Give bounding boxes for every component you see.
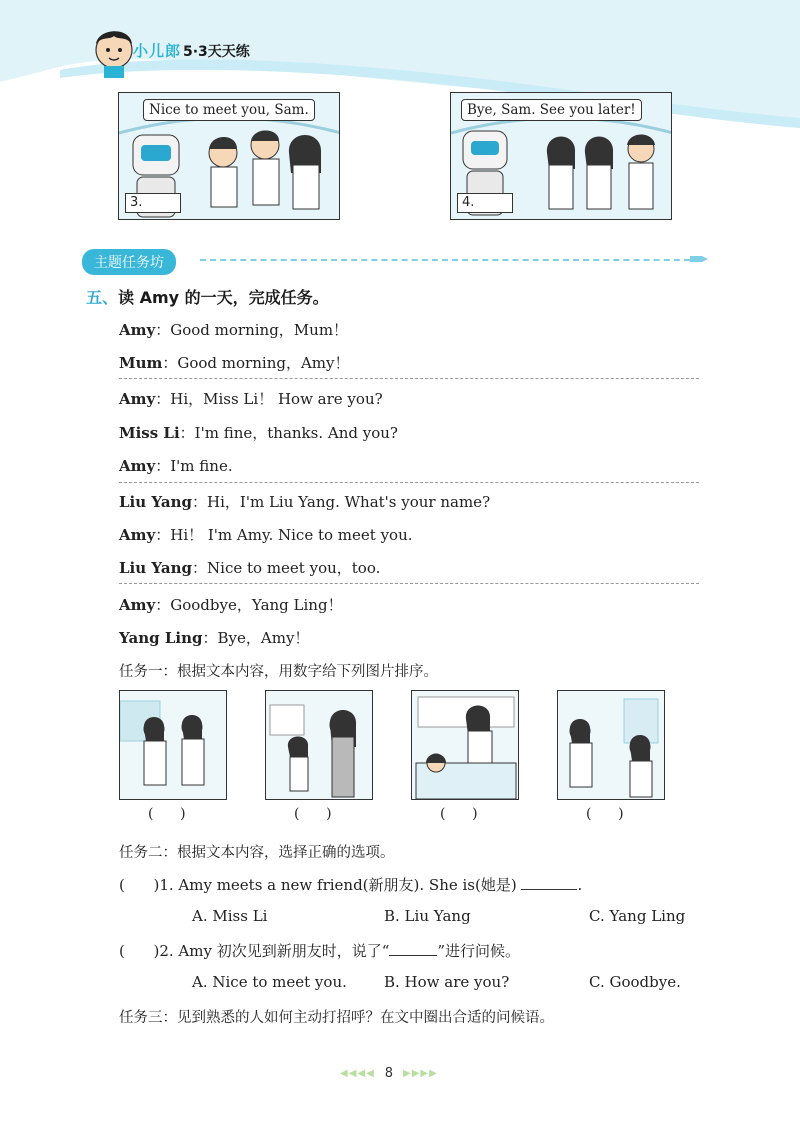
- answer-box-3[interactable]: 3.: [125, 193, 181, 213]
- speech-bubble: Bye, Sam. See you later!: [461, 99, 642, 121]
- answer-paren[interactable]: ( ): [119, 876, 160, 894]
- fill-blank[interactable]: [389, 942, 437, 956]
- pencil-icon: [690, 252, 708, 266]
- dialogue-line: [119, 388, 383, 409]
- option-c[interactable]: C. Goodbye.: [589, 973, 681, 991]
- utterance: ：Hi，Miss Li！ How are you?: [155, 390, 383, 408]
- option-a[interactable]: A. Nice to meet you.: [192, 973, 347, 991]
- mc-question-1: [119, 874, 582, 895]
- scene-goodbye-illustration: [558, 691, 665, 800]
- fill-blank[interactable]: [521, 876, 577, 890]
- task-2-instruction: 任务二：根据文本内容，选择正确的选项。: [119, 845, 395, 861]
- dialogue-line: [119, 627, 309, 648]
- brand-name: 小儿郎: [133, 42, 182, 60]
- question-number: 五、: [86, 288, 119, 307]
- utterance: ：Goodbye，Yang Ling！: [155, 596, 343, 614]
- scene-greeting-illustration: [120, 691, 227, 800]
- scene-separator: [119, 482, 699, 483]
- dialogue-line: [119, 455, 233, 476]
- speaker: Amy: [119, 321, 156, 339]
- task-picture-2: [265, 690, 373, 800]
- speaker: Liu Yang: [119, 559, 193, 577]
- utterance: ：Good morning，Amy！: [162, 354, 350, 372]
- option-b[interactable]: B. Liu Yang: [384, 907, 471, 925]
- task-picture-3: [411, 690, 519, 800]
- question-stem: 1. Amy meets a new friend(新朋友). She is(她是): [159, 876, 522, 894]
- question-stem-end: .: [577, 876, 583, 894]
- option-a[interactable]: A. Miss Li: [192, 907, 268, 925]
- order-answer-slot[interactable]: ( ): [586, 806, 624, 822]
- series-name: 5·3天天练: [183, 44, 250, 60]
- order-answer-slot[interactable]: ( ): [440, 806, 478, 822]
- answer-paren[interactable]: ( ): [119, 942, 160, 960]
- speaker: Miss Li: [119, 424, 180, 442]
- speaker: Mum: [119, 354, 163, 372]
- section-tag: 主题任务坊: [82, 249, 176, 275]
- question-heading: [86, 285, 329, 308]
- dialogue-line: [119, 319, 348, 340]
- mc-question-2: [119, 940, 520, 961]
- right-arrows-icon: ▶▶▶▶: [403, 1068, 438, 1079]
- order-answer-slot[interactable]: ( ): [148, 806, 186, 822]
- dialogue-line: [119, 422, 398, 443]
- comic-panel-3: [118, 92, 340, 220]
- utterance: ：Nice to meet you，too.: [192, 559, 381, 577]
- question-stem: 2. Amy 初次见到新朋友时，说了“: [159, 942, 390, 960]
- utterance: ：Bye，Amy！: [202, 629, 310, 647]
- speaker: Amy: [119, 457, 156, 475]
- utterance: ：Hi！ I'm Amy. Nice to meet you.: [155, 526, 413, 544]
- task-1-instruction: 任务一：根据文本内容，用数字给下列图片排序。: [119, 664, 438, 680]
- task-picture-4: [557, 690, 665, 800]
- dialogue-line: [119, 491, 490, 512]
- order-answer-slot[interactable]: ( ): [294, 806, 332, 822]
- speaker: Yang Ling: [119, 629, 203, 647]
- answer-box-4[interactable]: 4.: [457, 193, 513, 213]
- scene-separator: [119, 583, 699, 584]
- utterance: ：I'm fine，thanks. And you?: [179, 424, 398, 442]
- utterance: ：Good morning，Mum！: [155, 321, 349, 339]
- speaker: Amy: [119, 390, 156, 408]
- speaker: Amy: [119, 526, 156, 544]
- utterance: ：I'm fine.: [155, 457, 233, 475]
- question-stem-end: ”进行问候。: [437, 942, 521, 960]
- page-footer: [340, 1066, 438, 1081]
- option-b[interactable]: B. How are you?: [384, 973, 510, 991]
- scene-teacher-illustration: [266, 691, 373, 800]
- dialogue-line: [119, 557, 380, 578]
- option-c[interactable]: C. Yang Ling: [589, 907, 686, 925]
- dialogue-line: [119, 524, 413, 545]
- speech-bubble: Nice to meet you, Sam.: [143, 99, 315, 121]
- speaker: Amy: [119, 596, 156, 614]
- question-title: 读 Amy 的一天，完成任务。: [118, 288, 329, 307]
- mascot-logo: [14, 18, 134, 78]
- section-divider: [200, 259, 700, 261]
- utterance: ：Hi，I'm Liu Yang. What's your name?: [192, 493, 491, 511]
- task-3-instruction: 任务三：见到熟悉的人如何主动打招呼？在文中圈出合适的问候语。: [119, 1010, 554, 1026]
- speaker: Liu Yang: [119, 493, 193, 511]
- dialogue-line: [119, 352, 349, 373]
- page-number: 8: [384, 1066, 394, 1081]
- left-arrows-icon: ◀◀◀◀: [340, 1068, 375, 1079]
- task-picture-1: [119, 690, 227, 800]
- dialogue-line: [119, 594, 343, 615]
- scene-separator: [119, 378, 699, 379]
- scene-bedroom-illustration: [412, 691, 519, 800]
- comic-panel-4: [450, 92, 672, 220]
